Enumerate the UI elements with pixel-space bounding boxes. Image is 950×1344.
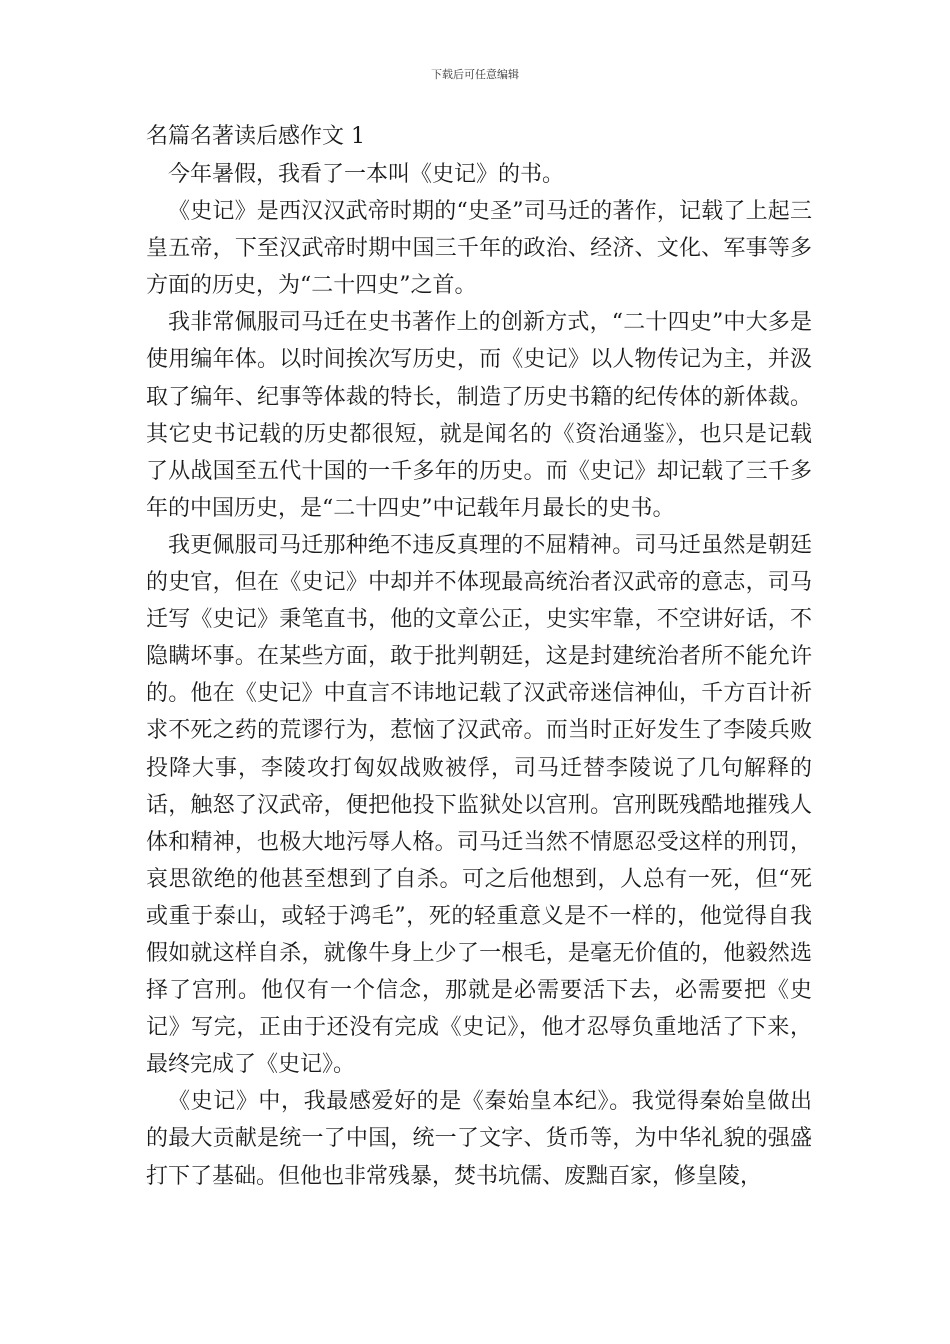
paragraph: 《史记》是西汉汉武帝时期的“史圣”司马迁的著作，记载了上起三皇五帝，下至汉武帝时期中国三千年的政治、经济、文化、军事等多方面的历史，为“二十四史”之首。 (146, 199, 812, 299)
paragraph: 我非常佩服司马迁在史书著作上的创新方式，“二十四史”中大多是使用编年体。以时间挨次写历史，而《史记》以人物传记为主，并汲取了编年、纪事等体裁的特长，制造了历史书籍的纪传体的新体裁。其它史书记载的历史都很短，就是闻名的《资治通鉴》，也只是记载了从战国至五代十国的一千多年的历史。而《史记》却记载了三千多年的中国历史，是“二十四史”中记载年月最长的史书。 (146, 310, 812, 521)
document-body (146, 118, 812, 1195)
page-header: 下载后可任意编辑 (431, 68, 519, 81)
paragraph: 我更佩服司马迁那种绝不违反真理的不屈精神。司马迁虽然是朝廷的史官，但在《史记》中却并不体现最高统治者汉武帝的意志，司马迁写《史记》秉笔直书，他的文章公正，史实牢靠，不空讲好话，不隐瞒坏事。在某些方面，敢于批判朝廷，这是封建统治者所不能允许的。他在《史记》中直言不讳地记载了汉武帝迷信神仙，千方百计祈求不死之药的荒谬行为，惹恼了汉武帝。而当时正好发生了李陵兵败投降大事，李陵攻打匈奴战败被俘，司马迁替李陵说了几句解释的话，触怒了汉武帝，便把他投下监狱处以宫刑。宫刑既残酷地摧残人体和精神，也极大地污辱人格。司马迁当然不情愿忍受这样的刑罚，哀思欲绝的他甚至想到了自杀。可之后他想到，人总有一死，但“死或重于泰山，或轻于鸿毛”，死的轻重意义是不一样的，他觉得自我假如就这样自杀，就像牛身上少了一根毛，是毫无价值的，他毅然选择了宫刑。他仅有一个信念，那就是必需要活下去，必需要把《史记》写完，正由于还没有完成《史记》，他才忍辱负重地活了下来，最终完成了《史记》。 (146, 532, 812, 1078)
paragraph: 《史记》中，我最感爱好的是《秦始皇本纪》。我觉得秦始皇做出的最大贡献是统一了中国，统一了文字、货币等，为中华礼貌的强盛打下了基础。但他也非常残暴，焚书坑儒、废黜百家，修皇陵， (146, 1089, 812, 1189)
document-title: 名篇名著读后感作文 1 (146, 124, 365, 149)
paragraph: 今年暑假，我看了一本叫《史记》的书。 (168, 162, 565, 187)
